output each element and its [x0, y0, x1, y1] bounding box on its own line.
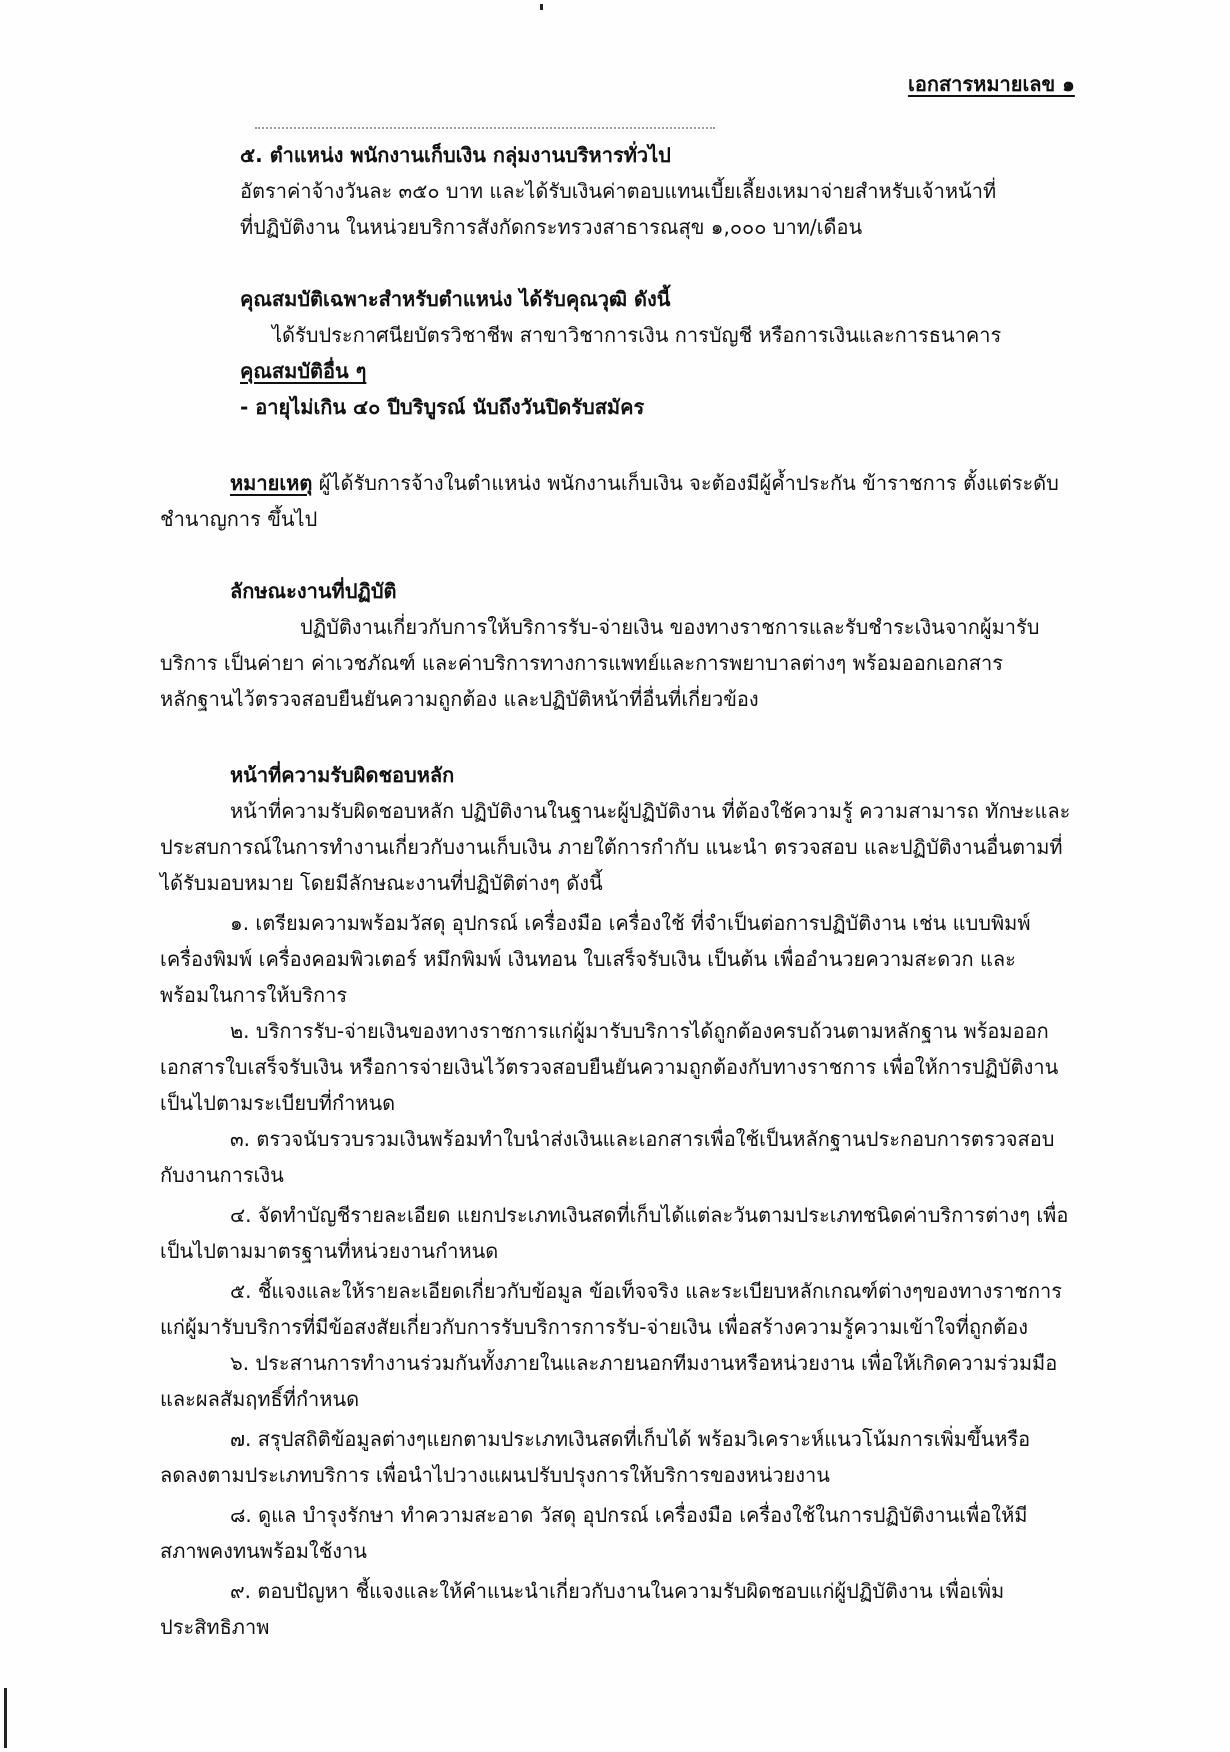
- duty-item-2-cont: เอกสารใบเสร็จรับเงิน หรือการจ่ายเงินไว้ตรวจสอบยืนยันความถูกต้องกับทางราชการ เพื่อให้การปฏิบัติงาน: [160, 1055, 1059, 1079]
- document-number: เอกสารหมายเลข ๑: [908, 72, 1075, 96]
- duty-item-4-cont: เป็นไปตามมาตรฐานที่หน่วยงานกำหนด: [160, 1239, 499, 1263]
- scan-edge-mark: [4, 1688, 7, 1748]
- other-qualification-item: - อายุไม่เกิน ๔๐ ปีบริบูรณ์ นับถึงวันปิดรับสมัคร: [240, 395, 645, 419]
- duty-item-5: ๕. ชี้แจงและให้รายละเอียดเกี่ยวกับข้อมูล ข้อเท็จจริง และระเบียบหลักเกณฑ์ต่างๆของทางราชการ: [230, 1279, 1063, 1303]
- duty-heading: หน้าที่ความรับผิดชอบหลัก: [230, 763, 455, 787]
- duty-item-6: ๖. ประสานการทำงานร่วมกันทั้งภายในและภายนอกทีมงานหรือหน่วยงาน เพื่อให้เกิดความร่วมมือ: [230, 1351, 1058, 1375]
- note-label: หมายเหตุ: [230, 471, 313, 495]
- duty-item-3: ๓. ตรวจนับรวบรวมเงินพร้อมทำใบนำส่งเงินและเอกสารเพื่อใช้เป็นหลักฐานประกอบการตรวจสอบ: [230, 1127, 1055, 1151]
- duty-item-1-cont: เครื่องพิมพ์ เครื่องคอมพิวเตอร์ หมึกพิมพ์ เงินทอน ใบเสร็จรับเงิน เป็นต้น เพื่ออำนวยความสะดวก และ: [160, 947, 1016, 971]
- duty-item-5-cont: แก่ผู้มารับบริการที่มีข้อสงสัยเกี่ยวกับการรับบริการการรับ-จ่ายเงิน เพื่อสร้างความรู้ความเข้าใจที่ถูกต้อง: [160, 1315, 1028, 1339]
- work-heading: ลักษณะงานที่ปฏิบัติ: [230, 579, 397, 603]
- duty-intro-line: ประสบการณ์ในการทำงานเกี่ยวกับงานเก็บเงิน ภายใต้การกำกับ แนะนำ ตรวจสอบ และปฏิบัติงานอื่นตามที่: [160, 835, 1063, 859]
- duty-item-6-cont: และผลสัมฤทธิ์ที่กำหนด: [160, 1387, 360, 1411]
- work-line: ปฏิบัติงานเกี่ยวกับการให้บริการรับ-จ่ายเงิน ของทางราชการและรับชำระเงินจากผู้มารับ: [300, 615, 1040, 639]
- work-line: หลักฐานไว้ตรวจสอบยืนยันความถูกต้อง และปฏิบัติหน้าที่อื่นที่เกี่ยวข้อง: [160, 687, 759, 711]
- duty-item-8: ๘. ดูแล บำรุงรักษา ทำความสะอาด วัสดุ อุปกรณ์ เครื่องมือ เครื่องใช้ในการปฏิบัติงานเพื่อให้มี: [230, 1503, 1028, 1527]
- duty-intro-line: ได้รับมอบหมาย โดยมีลักษณะงานที่ปฏิบัติต่างๆ ดังนี้: [160, 871, 603, 895]
- qualification-heading: คุณสมบัติเฉพาะสำหรับตำแหน่ง ได้รับคุณวุฒิ ดังนี้: [240, 287, 671, 311]
- wage-line-1: อัตราค่าจ้างวันละ ๓๕๐ บาท และได้รับเงินค่าตอบแทนเบี้ยเลี้ยงเหมาจ่ายสำหรับเจ้าหน้าที่: [240, 179, 997, 203]
- duty-item-4: ๔. จัดทำบัญชีรายละเอียด แยกประเภทเงินสดที่เก็บได้แต่ละวันตามประเภทชนิดค่าบริการต่างๆ เพื่อ: [230, 1203, 1069, 1227]
- note-line-2: ชำนาญการ ขึ้นไป: [160, 507, 318, 531]
- duty-item-7: ๗. สรุปสถิติข้อมูลต่างๆแยกตามประเภทเงินสดที่เก็บได้ พร้อมวิเคราะห์แนวโน้มการเพิ่มขึ้นหรือ: [230, 1427, 1031, 1451]
- position-heading: ๕. ตำแหน่ง พนักงานเก็บเงิน กลุ่มงานบริหารทั่วไป: [240, 143, 671, 167]
- qualification-text: ได้รับประกาศนียบัตรวิชาชีพ สาขาวิชาการเงิน การบัญชี หรือการเงินและการธนาคาร: [272, 323, 1002, 347]
- duty-intro-line: หน้าที่ความรับผิดชอบหลัก ปฏิบัติงานในฐานะผู้ปฏิบัติงาน ที่ต้องใช้ความรู้ ความสามารถ ทักษะและ: [230, 799, 1071, 823]
- duty-item-3-cont: กับงานการเงิน: [160, 1163, 284, 1187]
- duty-item-7-cont: ลดลงตามประเภทบริการ เพื่อนำไปวางแผนปรับปรุงการให้บริการของหน่วยงาน: [160, 1463, 830, 1487]
- work-line: บริการ เป็นค่ายา ค่าเวชภัณฑ์ และค่าบริการทางการแพทย์และการพยาบาลต่างๆ พร้อมออกเอกสาร: [160, 651, 1003, 675]
- duty-item-9: ๙. ตอบปัญหา ชี้แจงและให้คำแนะนำเกี่ยวกับงานในความรับผิดชอบแก่ผู้ปฏิบัติงาน เพื่อเพิ่ม: [230, 1579, 1005, 1603]
- duty-item-2-cont: เป็นไปตามระเบียบที่กำหนด: [160, 1091, 396, 1115]
- duty-item-2: ๒. บริการรับ-จ่ายเงินของทางราชการแก่ผู้มารับบริการได้ถูกต้องครบถ้วนตามหลักฐาน พร้อมออก: [230, 1019, 1049, 1043]
- note-line-1: [230, 468, 1059, 498]
- scan-speck: [540, 4, 543, 10]
- scan-artifact: [255, 127, 715, 131]
- duty-item-1-cont: พร้อมในการให้บริการ: [160, 983, 348, 1007]
- wage-line-2: ที่ปฏิบัติงาน ในหน่วยบริการสังกัดกระทรวงสาธารณสุข ๑,๐๐๐ บาท/เดือน: [240, 215, 863, 239]
- duty-item-8-cont: สภาพคงทนพร้อมใช้งาน: [160, 1539, 367, 1563]
- duty-item-1: ๑. เตรียมความพร้อมวัสดุ อุปกรณ์ เครื่องมือ เครื่องใช้ ที่จำเป็นต่อการปฏิบัติงาน เช่น แบบพิมพ์: [230, 911, 1031, 935]
- duty-item-9-cont: ประสิทธิภาพ: [160, 1615, 270, 1639]
- note-text-1: ผู้ได้รับการจ้างในตำแหน่ง พนักงานเก็บเงิน จะต้องมีผู้ค้ำประกัน ข้าราชการ ตั้งแต่ระดับ: [318, 471, 1059, 495]
- other-qualification-heading: คุณสมบัติอื่น ๆ: [240, 359, 367, 383]
